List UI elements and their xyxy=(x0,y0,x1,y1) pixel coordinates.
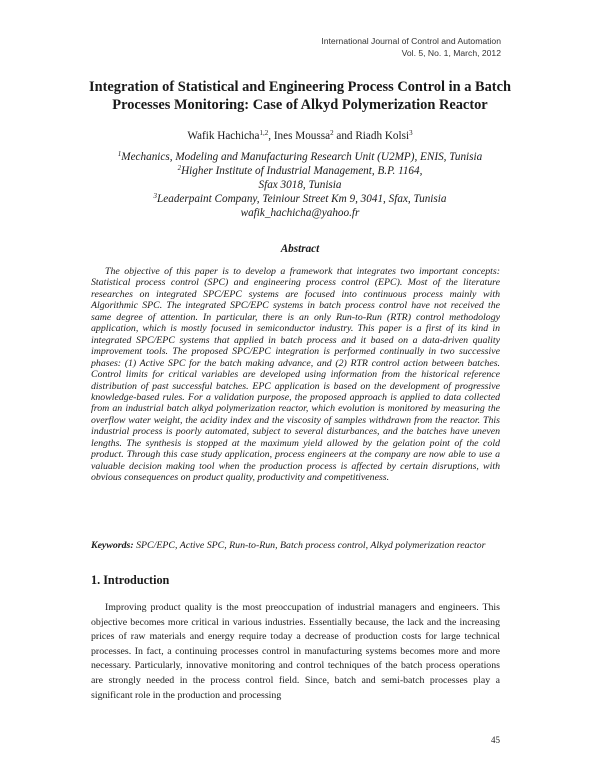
author-affiliation-marker: 3 xyxy=(409,129,413,137)
author-list xyxy=(60,130,540,142)
author-affiliation-marker: 1,2 xyxy=(259,129,269,137)
running-header xyxy=(321,36,501,59)
paper-title xyxy=(80,79,520,114)
affiliation-1: $^1$Mechanics, Modeling and Manufacturing Research Unit (U2MP), ENIS, Tunisia xyxy=(117,150,483,163)
author-separator: and xyxy=(333,130,356,142)
title-line-2: Processes Monitoring: Case of Alkyd Polymerization Reactor xyxy=(112,96,488,113)
title-line-1: Integration of Statistical and Engineering Process Control in a Batch xyxy=(89,79,511,95)
introduction-paragraph: Improving product quality is the most preoccupation of industrial managers and engineers. This objective becomes more critical in various industries. Essentially because, the lack and the increasing prices of raw materials and energy require today a decrease of production costs for large technical processes. In fact, a continuing processes control in manufacturing systems becomes more and more necessary. Particularly, innovative monitoring and control techniques of the batch process operations are strongly needed in the process control field. Since, batch and semi-batch processes play a significant role in the production and processing xyxy=(91,602,500,701)
journal-volume: Vol. 5, No. 1, March, 2012 xyxy=(401,47,501,58)
author-email: wafik_hachicha@yahoo.fr xyxy=(240,206,360,219)
affiliation-3: $^3$Leaderpaint Company, Teiniour Street Km 9, 3041, Sfax, Tunisia xyxy=(153,191,447,205)
affiliation-2-continued: Sfax 3018, Tunisia xyxy=(258,178,342,191)
keywords xyxy=(91,540,500,551)
author-name: Wafik Hachicha xyxy=(187,130,260,142)
author-affiliation-marker: 2 xyxy=(330,129,334,137)
keywords-label: Keywords: xyxy=(91,540,134,551)
author-name: Ines Moussa xyxy=(273,130,331,142)
abstract-body: The objective of this paper is to develop a framework that integrates two important concepts: Statistical process control (SPC) and engineering process control (EPC). Most of the literature researches on integrated SPC/EPC systems are focused into continuous process mainly with Algorithmic SPC. The integrated SPC/EPC systems in batch process control have not received the same degree of attention. In particular, there is an only Run-to-Run (RTR) control methodology application, which is mostly focused in semiconductor industry. This paper is a first of its kind in integrated SPC/EPC systems that applied in batch process and it based on a data-driven quality improvement tools. The proposed SPC/EPC integration is performed continually in two successive phases: (1) Active SPC for the batch making advance, and (2) RTR control action between batches. Control limits for critical variables are developed using information from the historical reference distribution of past successful batches. EPC application is based on the development of progressive knowledge-based rules. For a validation purpose, the proposed approach is applied to data collected from an industrial batch alkyd polymerization reactor, which evolution is monitored by measuring the overflow water weight, the acidity index and the viscosity of samples withdrawn from the reactor. This industrial process is poorly automated, subject to several disturbances, and the batches have uneven lengths. The synthesis is stopped at the maximum yield allowed by the gelation point of the cold product. Through this case study application, process engineers at the company are now able to use a valuable decision making tool when the production process is affected by certain disruptions, with obvious consequences on product quality, productivity and competitiveness. xyxy=(91,266,500,484)
affiliation-2: $^2$Higher Institute of Industrial Management, B.P. 1164, xyxy=(177,163,423,177)
journal-name: International Journal of Control and Automation xyxy=(321,36,501,46)
author-name: Riadh Kolsi xyxy=(355,130,410,142)
affiliations xyxy=(60,151,540,221)
page-number: 45 xyxy=(491,735,500,745)
abstract-heading: Abstract xyxy=(280,243,320,255)
section-heading-introduction: 1. Introduction xyxy=(91,573,170,587)
author-separator: , xyxy=(268,130,274,142)
keywords-list: SPC/EPC, Active SPC, Run-to-Run, Batch process control, Alkyd polymerization reactor xyxy=(133,540,486,551)
